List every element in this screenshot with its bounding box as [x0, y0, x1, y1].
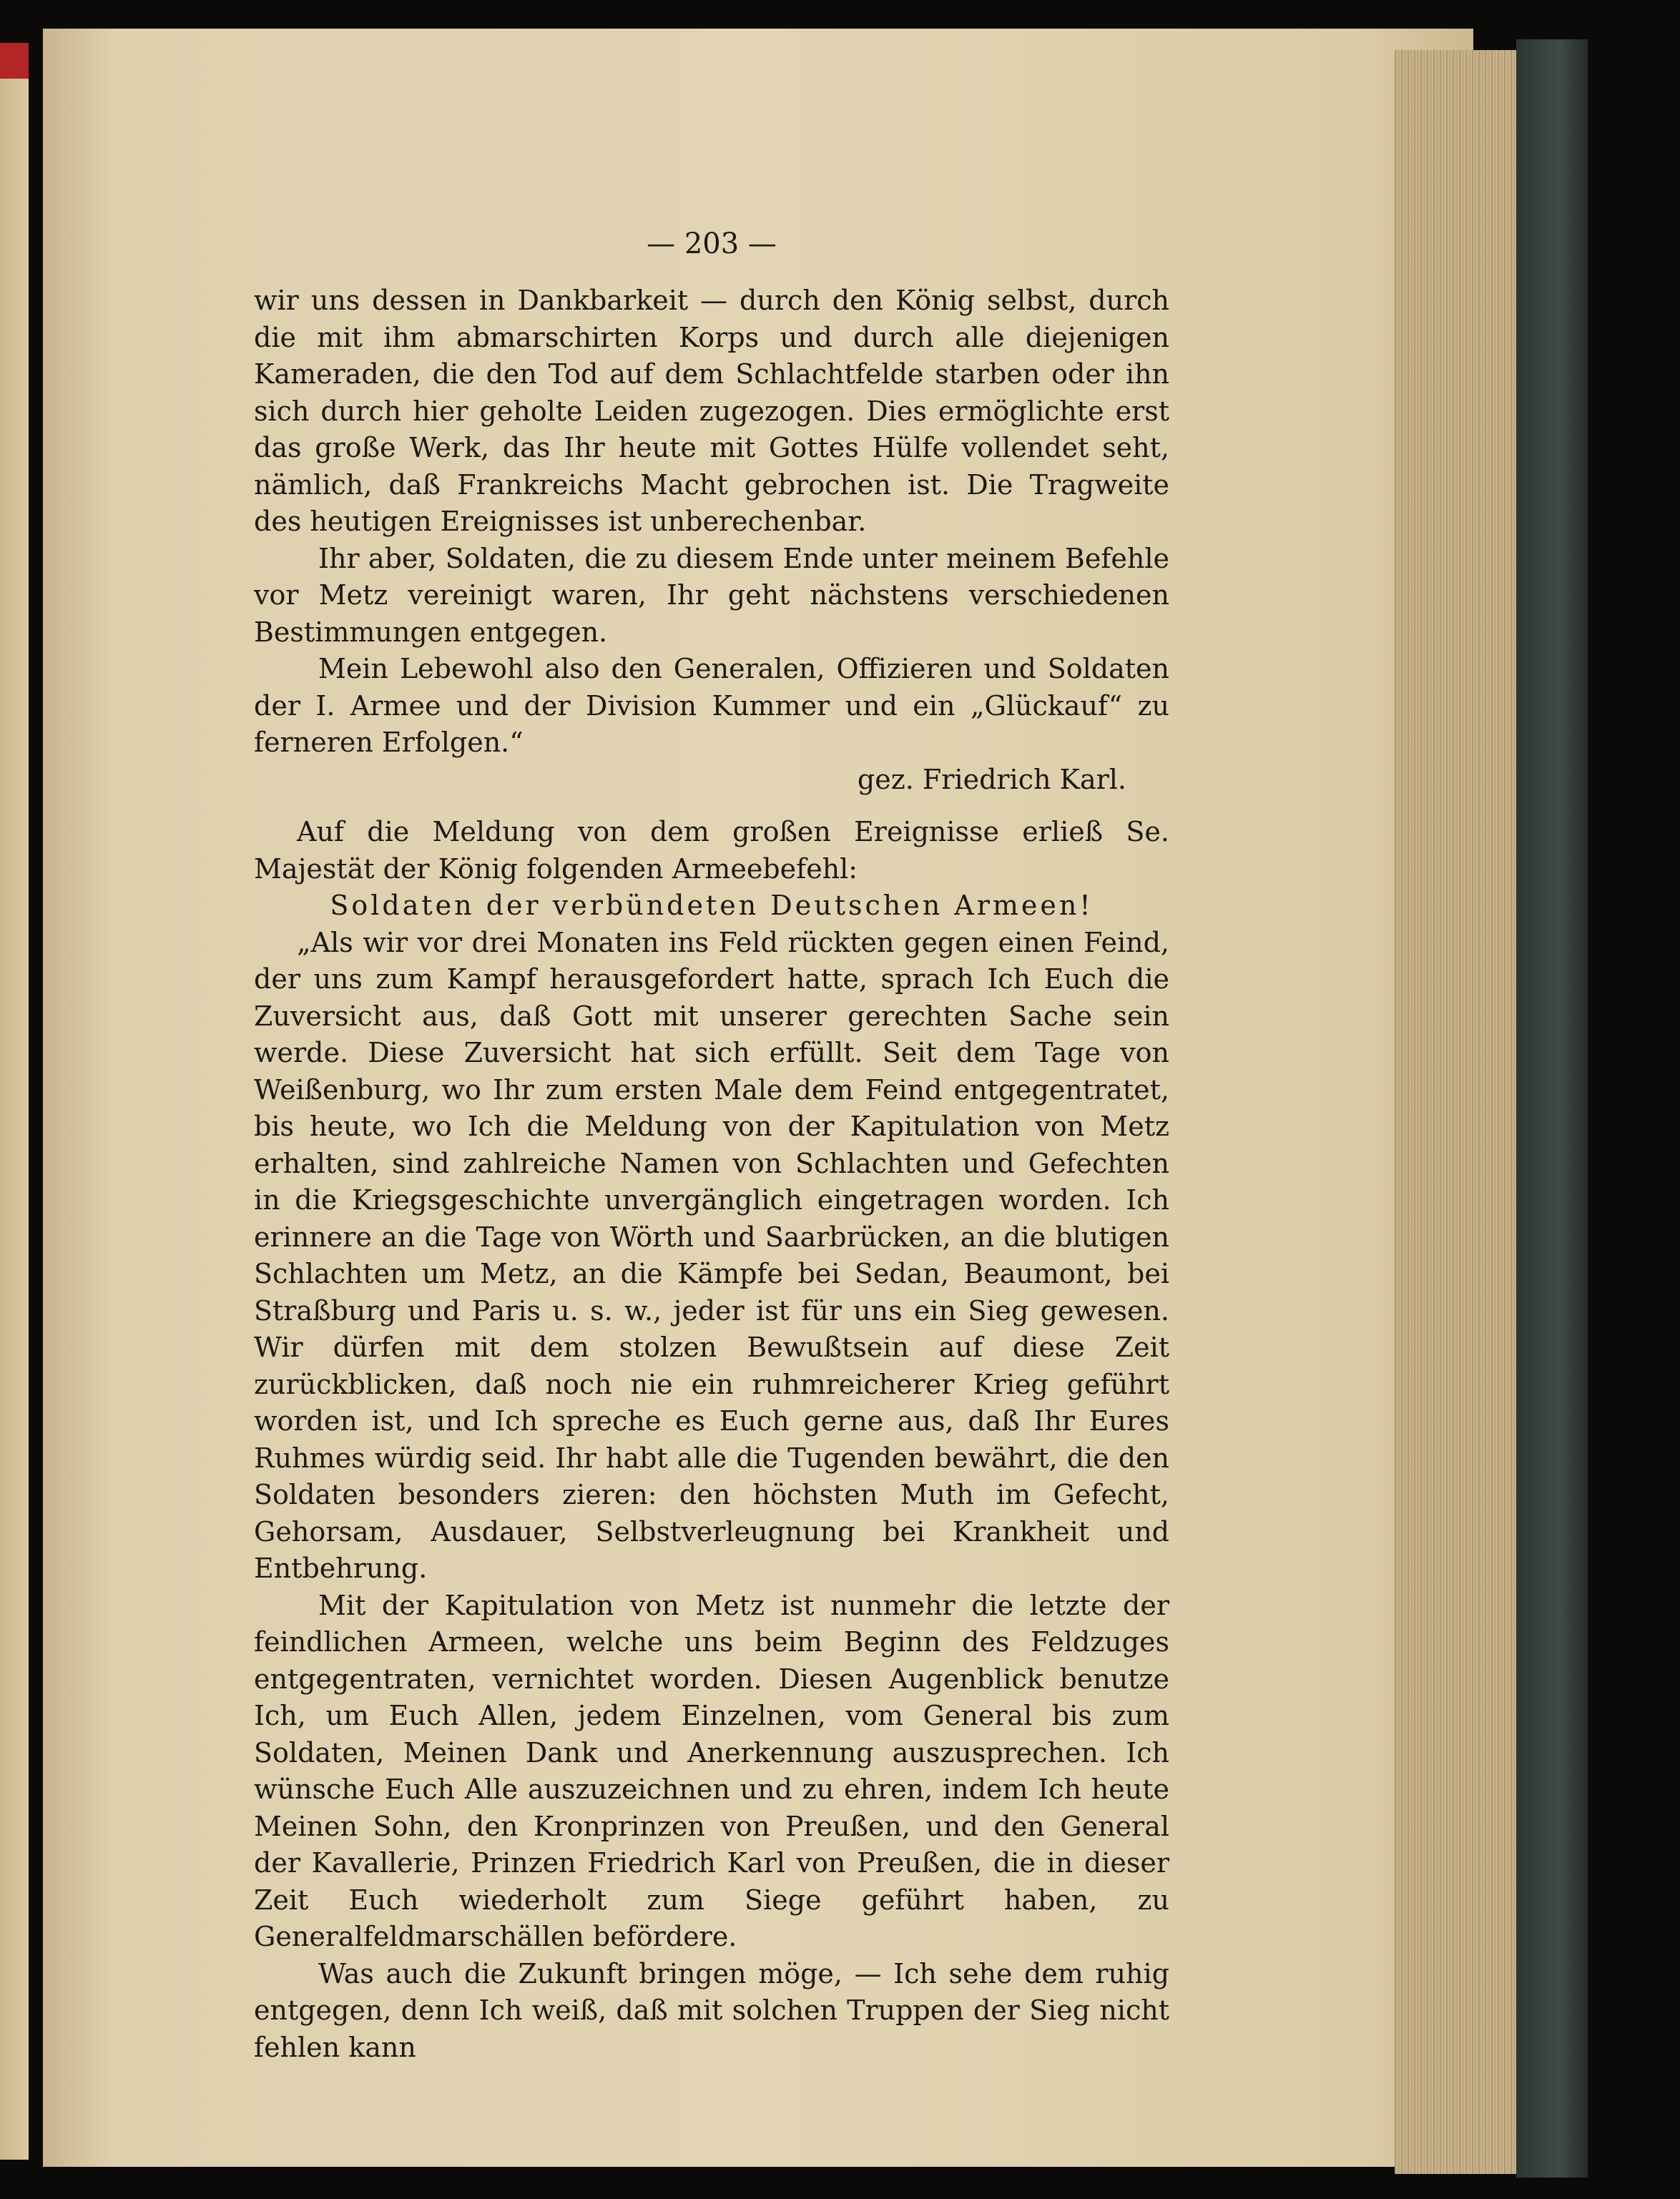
left-page-edge: [0, 43, 29, 2160]
paragraph: Auf die Meldung von dem großen Ereignisse erließ Se. Majestät der König folgenden Armeebefehl:: [254, 816, 1169, 885]
page-body: [254, 282, 1169, 2066]
page-number: — 203 —: [647, 227, 777, 260]
paragraph: Mein Lebewohl also den Generalen, Offizieren und Soldaten der I. Armee und der Division Kummer und ein „Glückauf“ zu ferneren Erfolgen.“: [254, 653, 1169, 758]
bookmark-ribbon: [0, 43, 29, 79]
page-block-edges: [1395, 50, 1516, 2174]
paragraph: „Als wir vor drei Monaten ins Feld rückten gegen einen Feind, der uns zum Kampf herausgefordert hatte, sprach Ich Euch die Zuversicht aus, daß Gott mit unserer gerechten Sache sein werde. Diese Zuversicht hat sich erfüllt. Seit dem Tage von Weißenburg, wo Ihr zum ersten Male dem Feind entgegentratet, bis heute, wo Ich die Meldung von der Kapitulation von Metz erhalten, sind zahlreiche Namen von Schlachten und Gefechten in die Kriegsgeschichte unvergänglich eingetragen worden. Ich erinnere an die Tage von Wörth und Saarbrücken, an die blutigen Schlachten um Metz, an die Kämpfe bei Sedan, Beaumont, bei Straßburg und Paris u. s. w., jeder ist für uns ein Sieg gewesen. Wir dürfen mit dem stolzen Bewußtsein auf diese Zeit zurückblicken, daß noch nie ein ruhmreicherer Krieg geführt worden ist, und Ich spreche es Euch gerne aus, daß Ihr Eures Ruhmes würdig seid. Ihr habt alle die Tugenden bewährt, die den Soldaten besonders zieren: den höchsten Muth im Gefecht, Gehorsam, Ausdauer, Selbstverleugnung bei Krankheit und Entbehrung.: [254, 926, 1169, 1584]
paragraph: Ihr aber, Soldaten, die zu diesem Ende unter meinem Befehle vor Metz vereinigt waren, Ihr geht nächstens verschiedenen Bestimmungen entgegen.: [254, 542, 1169, 648]
heading: Soldaten der verbündeten Deutschen Armeen!: [330, 890, 1094, 921]
paragraph: Was auch die Zukunft bringen möge, — Ich sehe dem ruhig entgegen, denn Ich weiß, daß mit solchen Truppen der Sieg nicht fehlen kann: [254, 1957, 1169, 2063]
paragraph: wir uns dessen in Dankbarkeit — durch den König selbst, durch die mit ihm abmarschirten Korps und durch alle diejenigen Kameraden, die den Tod auf dem Schlachtfelde starben oder ihn sich durch hier geholte Leiden zugezogen. Dies ermöglichte erst das große Werk, das Ihr heute mit Gottes Hülfe vollendet seht, nämlich, daß Frankreichs Macht gebrochen ist. Die Tragweite des heutigen Ereignisses ist unberechenbar.: [254, 285, 1169, 537]
paragraph: Mit der Kapitulation von Metz ist nunmehr die letzte der feindlichen Armeen, welche uns beim Beginn des Feldzuges entgegentraten, vernichtet worden. Diesen Augenblick benutze Ich, um Euch Allen, jedem Einzelnen, vom General bis zum Soldaten, Meinen Dank und Anerkennung auszusprechen. Ich wünsche Euch Alle auszuzeichnen und zu ehren, indem Ich heute Meinen Sohn, den Kronprinzen von Preußen, und den General der Kavallerie, Prinzen Friedrich Karl von Preußen, die in dieser Zeit Euch wiederholt zum Siege geführt haben, zu Generalfeldmarschällen befördere.: [254, 1589, 1169, 1952]
book-cover: [1516, 39, 1588, 2178]
signature: gez. Friedrich Karl.: [857, 763, 1126, 795]
